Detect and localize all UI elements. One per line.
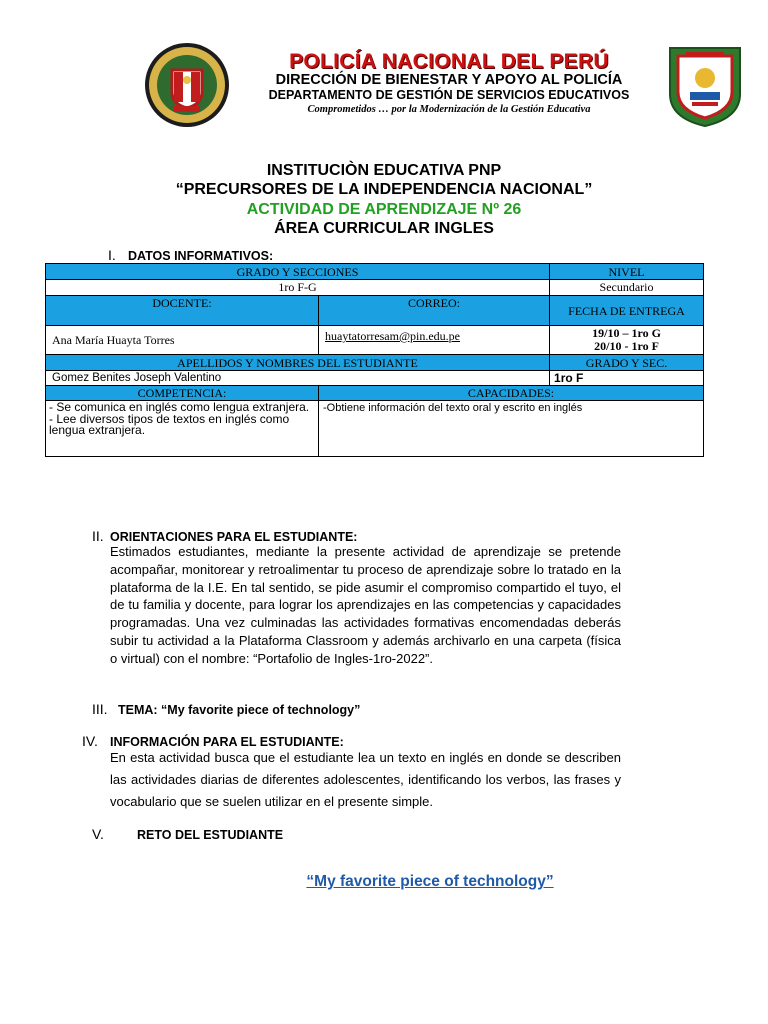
capacidades-header: CAPACIDADES: [319,386,704,401]
capacidades-value: -Obtiene información del texto oral y escrito en inglés [319,401,704,457]
area-title: ÁREA CURRICULAR INGLES [274,220,494,237]
competencia-value [46,401,319,457]
section-3-heading: TEMA: “My favorite piece of technology” [118,703,361,717]
challenge-title-link[interactable]: “My favorite piece of technology” [306,873,554,890]
nivel-header: NIVEL [550,264,704,280]
section-5-number: V. [92,826,104,842]
fecha-header: FECHA DE ENTREGA [550,296,704,326]
section-2-body: Estimados estudiantes, mediante la presente actividad de aprendizaje se pretende acompañar, monitorear y retroalimentar tu proceso de aprendizaje sobre lo tratado en la plataforma de la I.E. En tal sentido, se pide asumir el compromiso compartido el tuyo, el de tu familia y docente, para lograr los aprendizajes en las competencias y capacidades programadas. Una vez culminadas las actividades formativas encomendadas deberás subir tu actividad a la Plataforma Classroom y además archivarlo en una carpeta (física o virtual) con el nombre: “Portafolio de Ingles-1ro-2022”. [110,544,621,666]
docente-header: DOCENTE: [46,296,319,326]
fecha-value [550,326,704,355]
institution-header-title: POLICÍA NACIONAL DEL PERÚ [289,50,609,73]
section-1-number: I. [108,247,116,263]
section-2-heading: ORIENTACIONES PARA EL ESTUDIANTE: [110,530,358,544]
institution-title: INSTITUCIÒN EDUCATIVA PNP [266,162,502,179]
section-1-heading: DATOS INFORMATIVOS: [128,249,274,263]
section-3-number: III. [92,701,108,717]
nivel-value: Secundario [550,280,704,296]
teacher-email-link[interactable]: huaytatorresam@pin.edu.pe [325,329,461,343]
estudiante-header: APELLIDOS Y NOMBRES DEL ESTUDIANTE [46,355,550,371]
section-4-body: En esta actividad busca que el estudiante lea un texto en inglés en donde se describen las actividades diarias de diferentes adolescentes, identificando los verbos, las frases y vocabulario que se suelen utilizar en el presente simple. [110,750,621,809]
docente-value: Ana María Huayta Torres [46,326,319,355]
section-5-heading: RETO DEL ESTUDIANTE [137,828,284,842]
grado-header: GRADO Y SECCIONES [46,264,550,280]
estudiante-value: Gomez Benites Joseph Valentino [46,371,550,386]
grado-value: 1ro F-G [46,280,550,296]
department-subtitle: DEPARTAMENTO DE GESTIÓN DE SERVICIOS EDUCATIVOS [268,88,630,102]
school-name: “PRECURSORES DE LA INDEPENDENCIA NACIONAL” [175,181,593,198]
correo-header: CORREO: [319,296,550,326]
section-4-number: IV. [82,733,98,749]
competencia-line-2: - Lee diversos tipos de textos en inglés como lengua extranjera. [49,411,290,437]
grado-sec-value: 1ro F [550,371,704,386]
section-4-heading: INFORMACIÓN PARA EL ESTUDIANTE: [110,735,344,749]
motto: Comprometidos … por la Modernización de la Gestión Educativa [307,104,591,115]
education-crest-icon [664,42,746,128]
directorate-subtitle: DIRECCIÓN DE BIENESTAR Y APOYO AL POLICÍA [275,72,623,88]
section-2-number: II. [92,528,104,544]
competencia-header: COMPETENCIA: [46,386,319,401]
fecha-line-1: 19/10 – 1ro G [592,326,661,340]
activity-title: ACTIVIDAD DE APRENDIZAJE Nº 26 [246,201,522,218]
pnp-crest-icon [144,42,230,128]
student-info-table [45,263,704,457]
grado-sec-header: GRADO Y SEC. [550,355,704,371]
competencia-line-1: - Se comunica en inglés como lengua extranjera. [49,400,310,414]
fecha-line-2: 20/10 - 1ro F [594,339,659,353]
